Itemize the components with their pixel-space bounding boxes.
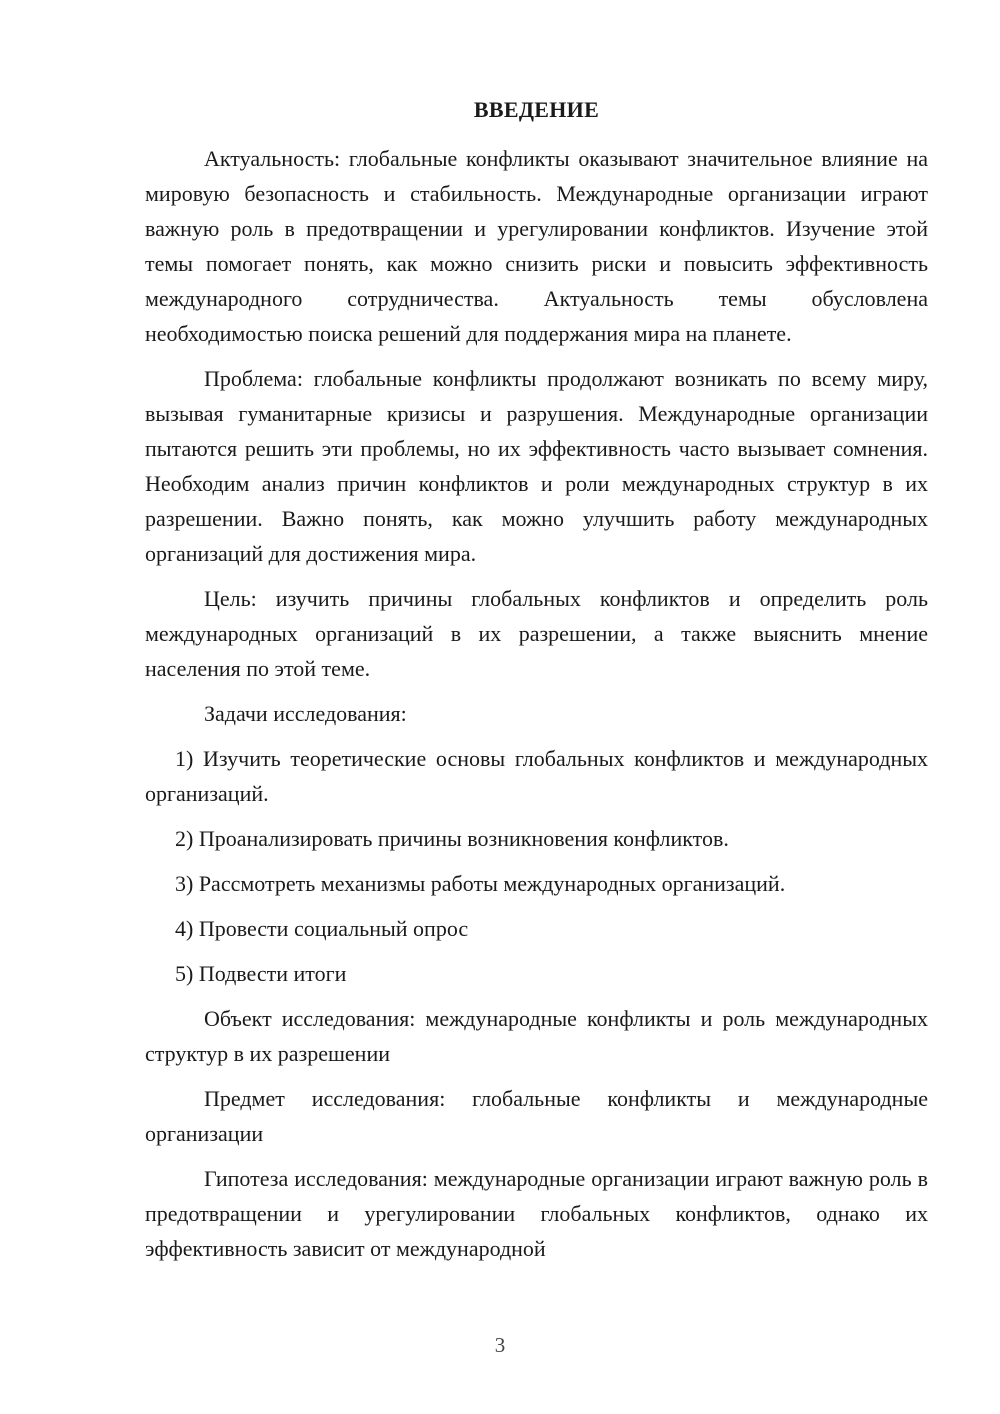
task-item-3: 3) Рассмотреть механизмы работы международных организаций. xyxy=(175,871,786,896)
problem-paragraph: Проблема: глобальные конфликты продолжают возникать по всему миру, вызывая гуманитарные кризисы и разрушения. Международные организации пытаются решить эти проблемы, но их эффективность часто вызывает сомнения. Необходим анализ причин конфликтов и роли международных структур в их разрешении. Важно понять, как можно улучшить работу международных организаций для достижения мира. xyxy=(145,366,928,566)
section-title: ВВЕДЕНИЕ xyxy=(473,97,600,122)
task-item-5: 5) Подвести итоги xyxy=(175,961,347,986)
hypothesis-paragraph: Гипотеза исследования: международные организации играют важную роль в предотвращении и урегулировании глобальных конфликтов, однако их эффективность зависит от международной xyxy=(145,1166,928,1261)
object-paragraph: Объект исследования: международные конфликты и роль международных структур в их разрешении xyxy=(145,1006,928,1066)
task-item-4: 4) Провести социальный опрос xyxy=(175,916,469,941)
goal-paragraph: Цель: изучить причины глобальных конфликтов и определить роль международных организаций в их разрешении, а также выяснить мнение населения по этой теме. xyxy=(145,586,928,681)
document-page xyxy=(145,92,928,1276)
page-number: 3 xyxy=(494,1333,506,1357)
relevance-paragraph: Актуальность: глобальные конфликты оказывают значительное влияние на мировую безопасность и стабильность. Международные организации играют важную роль в предотвращении и урегулировании конфликтов. Изучение этой темы помогает понять, как можно снизить риски и повысить эффективность международного сотрудничества. Актуальность темы обусловлена необходимостью поиска решений для поддержания мира на планете. xyxy=(145,146,928,346)
tasks-heading: Задачи исследования: xyxy=(204,701,407,726)
task-item-1: 1) Изучить теоретические основы глобальных конфликтов и международных организаций. xyxy=(145,746,928,806)
subject-paragraph: Предмет исследования: глобальные конфликты и международные организации xyxy=(145,1086,928,1146)
task-item-2: 2) Проанализировать причины возникновения конфликтов. xyxy=(175,826,729,851)
